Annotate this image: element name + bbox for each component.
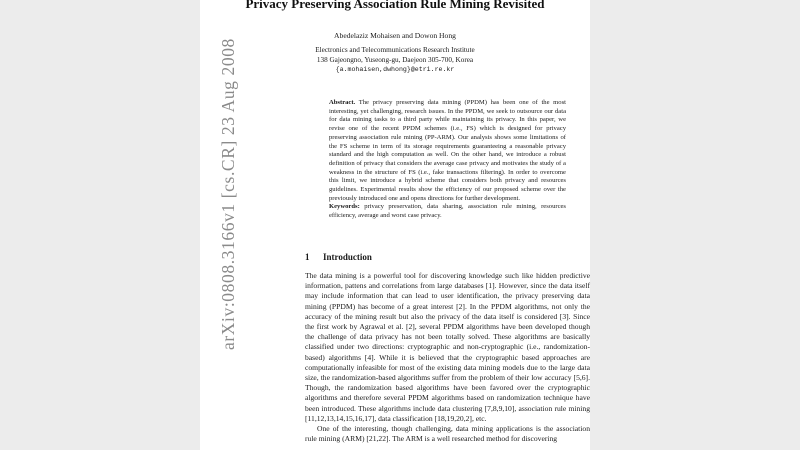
keywords-text: privacy preservation, data sharing, association rule mining, resources efficiency, average and worst case privacy. [329,203,566,220]
section-heading [305,252,590,262]
section-number: 1 [305,252,310,262]
paper-authors: Abedelaziz Mohaisen and Dowon Hong [334,31,456,40]
abstract-block [329,99,566,221]
affiliation-address: 138 Gajeongno, Yuseong-gu, Daejeon 305-700, Korea [316,55,474,64]
keywords-paragraph [329,203,566,220]
abstract-paragraph [329,99,566,203]
affiliation-block [200,46,590,75]
abstract-text: The privacy preserving data mining (PPDM) has been one of the most interesting, yet challenging, research issues. In the PPDM, we seek to outsource our data for data mining tasks to a third party while maintaining its privacy. In this paper, we revise one of the recent PPDM schemes (i.e., FS) which is designed for privacy preserving association rule mining (PP-ARM). Our analysis shows some limitations of the FS scheme in term of its storage requirements guaranteeing a reasonable privacy standard and the high computation as well. On the other hand, we introduce a robust definition of privacy that considers the average case privacy and motivates the study of a weakness in the structure of FS (i.e., fake transactions filtering). In order to overcome this limit, we introduce a hybrid scheme that considers both privacy and resources guidelines. Experimental results show the efficiency of our proposed scheme over the previously introduced one and opens directions for further development. [329,99,566,202]
keywords-label: Keywords: [329,203,360,211]
arxiv-stamp: arXiv:0808.3166v1 [cs.CR] 23 Aug 2008 [218,38,238,350]
section-body [305,271,590,444]
abstract-label: Abstract. [329,99,356,106]
affiliation-email: {a.mohaisen,dwhong}@etri.re.kr [335,66,455,74]
body-paragraph-2: One of the interesting, though challenging, data mining applications is the association rule mining (ARM) [21,22]. The ARM is a well researched method for discovering [305,424,590,444]
affiliation-institute: Electronics and Telecommunications Research Institute [315,46,475,54]
paper-title: Privacy Preserving Association Rule Mining Revisited [245,0,545,11]
body-paragraph-1: The data mining is a powerful tool for discovering knowledge such like hidden predictive information, pattens and correlations from large databases [1]. However, since the data itself may include information that can lead to user identification, the privacy preserving data mining (PPDM) has become of a great interest [2]. In the PPDM algorithms, not only the accuracy of the mining result but also the privacy of the data itself is considered [3]. Since the first work by Agrawal et al. [2], several PPDM algorithms have been developed though the challenge of data privacy has not been totally solved. These algorithms are basically classified under two directions: cryptographic and non-cryptographic (i.e., randomization-based) algorithms [4]. While it is believed that the cryptographic based approaches are computationally infeasible for most of the existing data mining models due to the large data size, the randomization-based algorithms suffer from the problem of their low accuracy [5,6]. Though, the randomization based algorithms have been favored over the cryptographic algorithms and therefore several PPDM algorithms based on randomization technique have been introduced. These algorithms include data clustering [7,8,9,10], association rule mining [11,12,13,14,15,16,17], data classification [18,19,20,2], etc. [305,271,590,423]
section-title: Introduction [323,252,372,262]
